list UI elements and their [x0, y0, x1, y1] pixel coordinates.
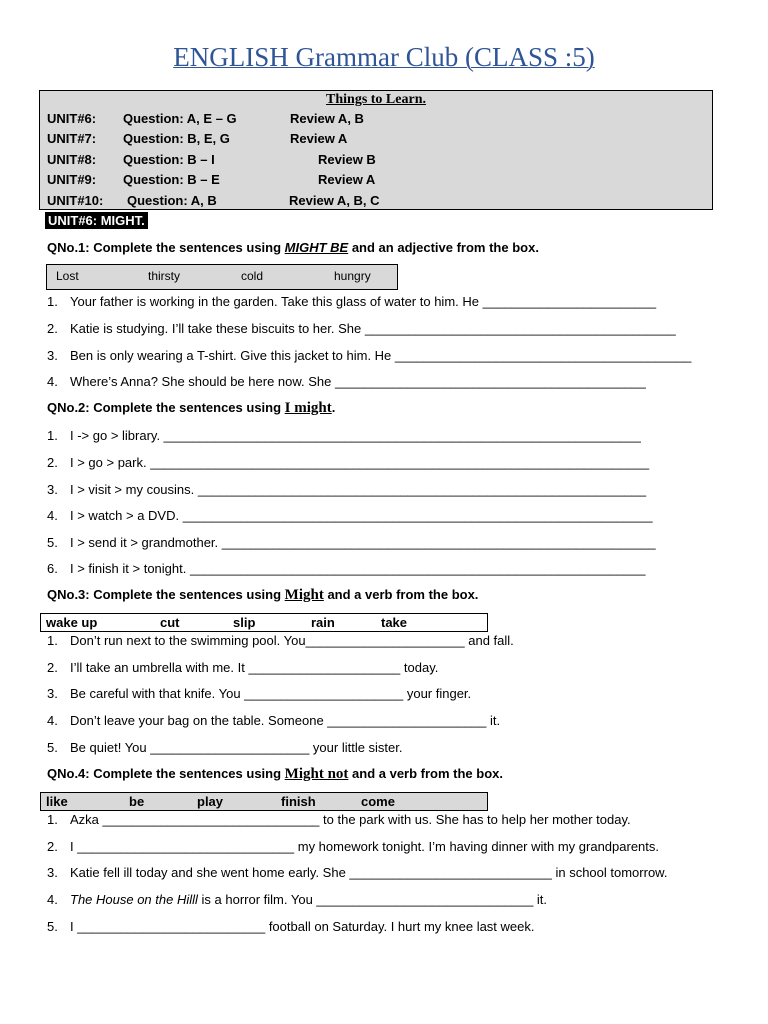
- learn-review: Review A, B, C: [289, 193, 380, 208]
- unit-heading: UNIT#6: MIGHT.: [45, 212, 148, 229]
- learn-questions: Question: B – E: [123, 172, 220, 187]
- exercise-item: 3. Be careful with that knife. You ______________________ your finger.: [47, 686, 472, 701]
- exercise-item: 2. I ______________________________ my homework tonight. I’m having dinner with my grandparents.: [47, 839, 660, 854]
- word-box-item: slip: [233, 615, 256, 630]
- learn-questions: Question: B, E, G: [123, 131, 230, 146]
- word-box-item: be: [129, 794, 145, 809]
- word-box-item: rain: [311, 615, 335, 630]
- word-box-item: cold: [241, 269, 264, 283]
- exercise-item: 3. Katie fell ill today and she went home early. She ____________________________ in school tomorrow.: [47, 865, 668, 880]
- word-box-item: thirsty: [148, 269, 181, 283]
- learn-review: Review A: [318, 172, 376, 187]
- film-title: The House on the Hilll: [70, 892, 198, 907]
- learn-unit: UNIT#9:: [47, 172, 97, 187]
- word-box-3: [40, 613, 488, 632]
- word-box-item: play: [197, 794, 224, 809]
- exercise-item: 1. Azka ______________________________ to the park with us. She has to help her mother today.: [47, 812, 631, 827]
- page-title: ENGLISH Grammar Club (CLASS :5): [173, 42, 595, 72]
- exercise-item: 4. Where’s Anna? She should be here now. She ___________________________________________: [47, 374, 646, 389]
- question-3-heading: QNo.3: Complete the sentences using Might and a verb from the box.: [47, 587, 479, 603]
- learn-unit: UNIT#10:: [47, 193, 104, 208]
- learn-questions: Question: A, B: [127, 193, 217, 208]
- word-box-item: Lost: [56, 269, 79, 283]
- exercise-item: 2. Katie is studying. I’ll take these biscuits to her. She ___________________________________________: [47, 321, 676, 336]
- exercise-item: 6. I > finish it > tonight. _______________________________________________________________: [47, 561, 646, 576]
- word-box-item: cut: [160, 615, 180, 630]
- exercise-item: 3. Ben is only wearing a T-shirt. Give this jacket to him. He _________________________________________: [47, 348, 692, 363]
- learn-review: Review A: [290, 131, 348, 146]
- things-to-learn-box: [39, 90, 713, 210]
- word-box-item: wake up: [46, 615, 98, 630]
- word-box-item: like: [46, 794, 68, 809]
- exercise-item: 4. The House on the Hilll is a horror film. You ______________________________ it.: [47, 892, 548, 907]
- question-4-heading: QNo.4: Complete the sentences using Might not and a verb from the box.: [47, 766, 503, 782]
- exercise-item: 5. Be quiet! You ______________________ your little sister.: [47, 740, 403, 755]
- question-1-heading: QNo.1: Complete the sentences using MIGHT BE and an adjective from the box.: [47, 240, 539, 255]
- exercise-item: 4. Don’t leave your bag on the table. Someone ______________________ it.: [47, 713, 501, 728]
- learn-unit: UNIT#7:: [47, 131, 97, 146]
- things-to-learn-heading: Things to Learn.: [326, 92, 426, 107]
- exercise-item: 5. I > send it > grandmother. ____________________________________________________________: [47, 535, 656, 550]
- word-box-item: hungry: [334, 269, 371, 283]
- learn-review: Review B: [318, 152, 376, 167]
- learn-review: Review A, B: [290, 111, 364, 126]
- exercise-item: 2. I’ll take an umbrella with me. It _____________________ today.: [47, 660, 439, 675]
- learn-unit: UNIT#6:: [47, 111, 97, 126]
- exercise-item: 2. I > go > park. _____________________________________________________________________: [47, 455, 650, 470]
- word-box-item: finish: [281, 794, 316, 809]
- word-box-item: come: [361, 794, 395, 809]
- exercise-item: 1. Don’t run next to the swimming pool. You______________________ and fall.: [47, 633, 514, 648]
- learn-questions: Question: B – I: [123, 152, 215, 167]
- exercise-item: 5. I __________________________ football on Saturday. I hurt my knee last week.: [47, 919, 535, 934]
- word-box-item: take: [381, 615, 408, 630]
- learn-questions: Question: A, E – G: [123, 111, 237, 126]
- exercise-item: 3. I > visit > my cousins. ______________________________________________________________: [47, 482, 647, 497]
- exercise-item: 1. I -> go > library. __________________________________________________________________: [47, 428, 641, 443]
- question-2-heading: QNo.2: Complete the sentences using I might.: [47, 400, 336, 416]
- exercise-item: 1. Your father is working in the garden. Take this glass of water to him. He ________________________: [47, 294, 657, 309]
- learn-unit: UNIT#8:: [47, 152, 97, 167]
- word-box-4: [40, 792, 488, 811]
- exercise-item: 4. I > watch > a DVD. _________________________________________________________________: [47, 508, 653, 523]
